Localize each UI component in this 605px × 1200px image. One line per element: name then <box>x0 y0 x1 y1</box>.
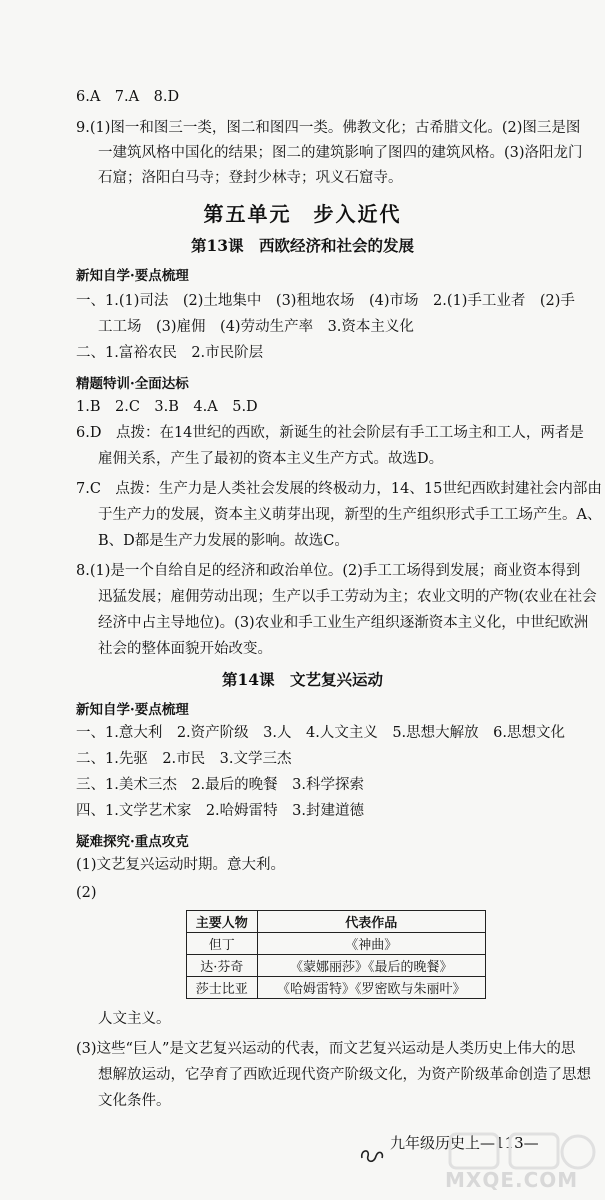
works-table <box>186 910 486 999</box>
answer-line: 二、1.先驱 2.市民 3.文学三杰 <box>76 751 292 767</box>
table-header-person: 主要人物 <box>187 911 258 933</box>
watermark-text: MXQE.COM <box>445 1168 579 1192</box>
answer-line: 三、1.美术三杰 2.最后的晚餐 3.科学探索 <box>76 777 365 793</box>
table-header-works: 代表作品 <box>257 911 485 933</box>
answer-line: 迅猛发展；雇佣劳动出现；生产以手工劳动为主；农业文明的产物(农业在社会 <box>98 589 597 605</box>
answer-line: 工工场 (3)雇佣 (4)劳动生产率 3.资本主义化 <box>98 319 414 335</box>
answer-line: 9.(1)图一和图三一类，图二和图四一类。佛教文化；古希腊文化。(2)图三是图 <box>76 120 581 136</box>
answer-line: 6.D 点拨：在14世纪的西欧，新诞生的社会阶层有手工工场主和工人，两者是 <box>76 425 584 441</box>
answer-line: (3)这些“巨人”是文艺复兴运动的代表，而文艺复兴运动是人类历史上伟大的思 <box>76 1041 576 1057</box>
answer-line: 二、1.富裕农民 2.市民阶层 <box>76 345 264 361</box>
table-cell-person: 但丁 <box>187 933 258 955</box>
answer-line: 6.A 7.A 8.D <box>76 89 180 105</box>
table-cell-person: 达·芬奇 <box>187 955 258 977</box>
table-row <box>187 955 486 977</box>
answer-line: 一、1.意大利 2.资产阶级 3.人 4.人文主义 5.思想大解放 6.思想文化 <box>76 725 566 741</box>
section-heading: 疑难探究·重点攻克 <box>76 834 189 850</box>
pen-scribble-mark <box>358 1144 386 1166</box>
answer-line: 一、1.(1)司法 (2)土地集中 (3)租地农场 (4)市场 2.(1)手工业者 (2)手 <box>76 293 575 309</box>
answer-line: (2) <box>76 885 97 901</box>
answer-line: 1.B 2.C 3.B 4.A 5.D <box>76 399 258 415</box>
table-header-row <box>187 911 486 933</box>
table-cell-works: 《哈姆雷特》《罗密欧与朱丽叶》 <box>257 977 485 999</box>
answer-line: B、D都是生产力发展的影响。故选C。 <box>98 533 349 549</box>
answer-line: 于生产力的发展，资本主义萌芽出现，新型的生产组织形式手工工场产生。A、 <box>98 507 602 523</box>
answer-line: 石窟；洛阳白马寺；登封少林寺；巩义石窟寺。 <box>98 170 403 186</box>
answer-line: 想解放运动，它孕育了西欧近现代资产阶级文化，为资产阶级革命创造了思想 <box>98 1067 591 1083</box>
answer-line: 雇佣关系，产生了最初的资本主义生产方式。故选D。 <box>98 451 444 467</box>
answer-line: 经济中占主导地位)。(3)农业和手工业生产组织逐渐资本主义化，中世纪欧洲 <box>98 615 589 631</box>
table-row <box>187 977 486 999</box>
table-cell-person: 莎士比亚 <box>187 977 258 999</box>
section-heading: 新知自学·要点梳理 <box>76 702 189 718</box>
section-heading: 精题特训·全面达标 <box>76 376 189 392</box>
answer-line: 文化条件。 <box>98 1093 171 1109</box>
table-row <box>187 933 486 955</box>
answer-line: (1)文艺复兴运动时期。意大利。 <box>76 857 286 873</box>
lesson-title: 第13课 西欧经济和社会的发展 <box>190 236 415 255</box>
table-cell-works: 《神曲》 <box>257 933 485 955</box>
unit-title: 第五单元 步入近代 <box>203 202 402 226</box>
table-cell-works: 《蒙娜丽莎》《最后的晚餐》 <box>257 955 485 977</box>
answer-line: 人文主义。 <box>98 1011 171 1027</box>
answer-line: 一建筑风格中国化的结果；图二的建筑影响了图四的建筑风格。(3)洛阳龙门 <box>98 145 583 161</box>
answer-line: 7.C 点拨：生产力是人类社会发展的终极动力，14、15世纪西欧封建社会内部由 <box>76 481 602 497</box>
answer-line: 社会的整体面貌开始改变。 <box>98 641 272 657</box>
answer-line: 8.(1)是一个自给自足的经济和政治单位。(2)手工工场得到发展；商业资本得到 <box>76 563 581 579</box>
answer-line: 四、1.文学艺术家 2.哈姆雷特 3.封建道德 <box>76 803 365 819</box>
lesson-title: 第14课 文艺复兴运动 <box>221 670 384 689</box>
section-heading: 新知自学·要点梳理 <box>76 268 189 284</box>
page-footer: 九年级历史上—113— <box>390 1134 539 1152</box>
